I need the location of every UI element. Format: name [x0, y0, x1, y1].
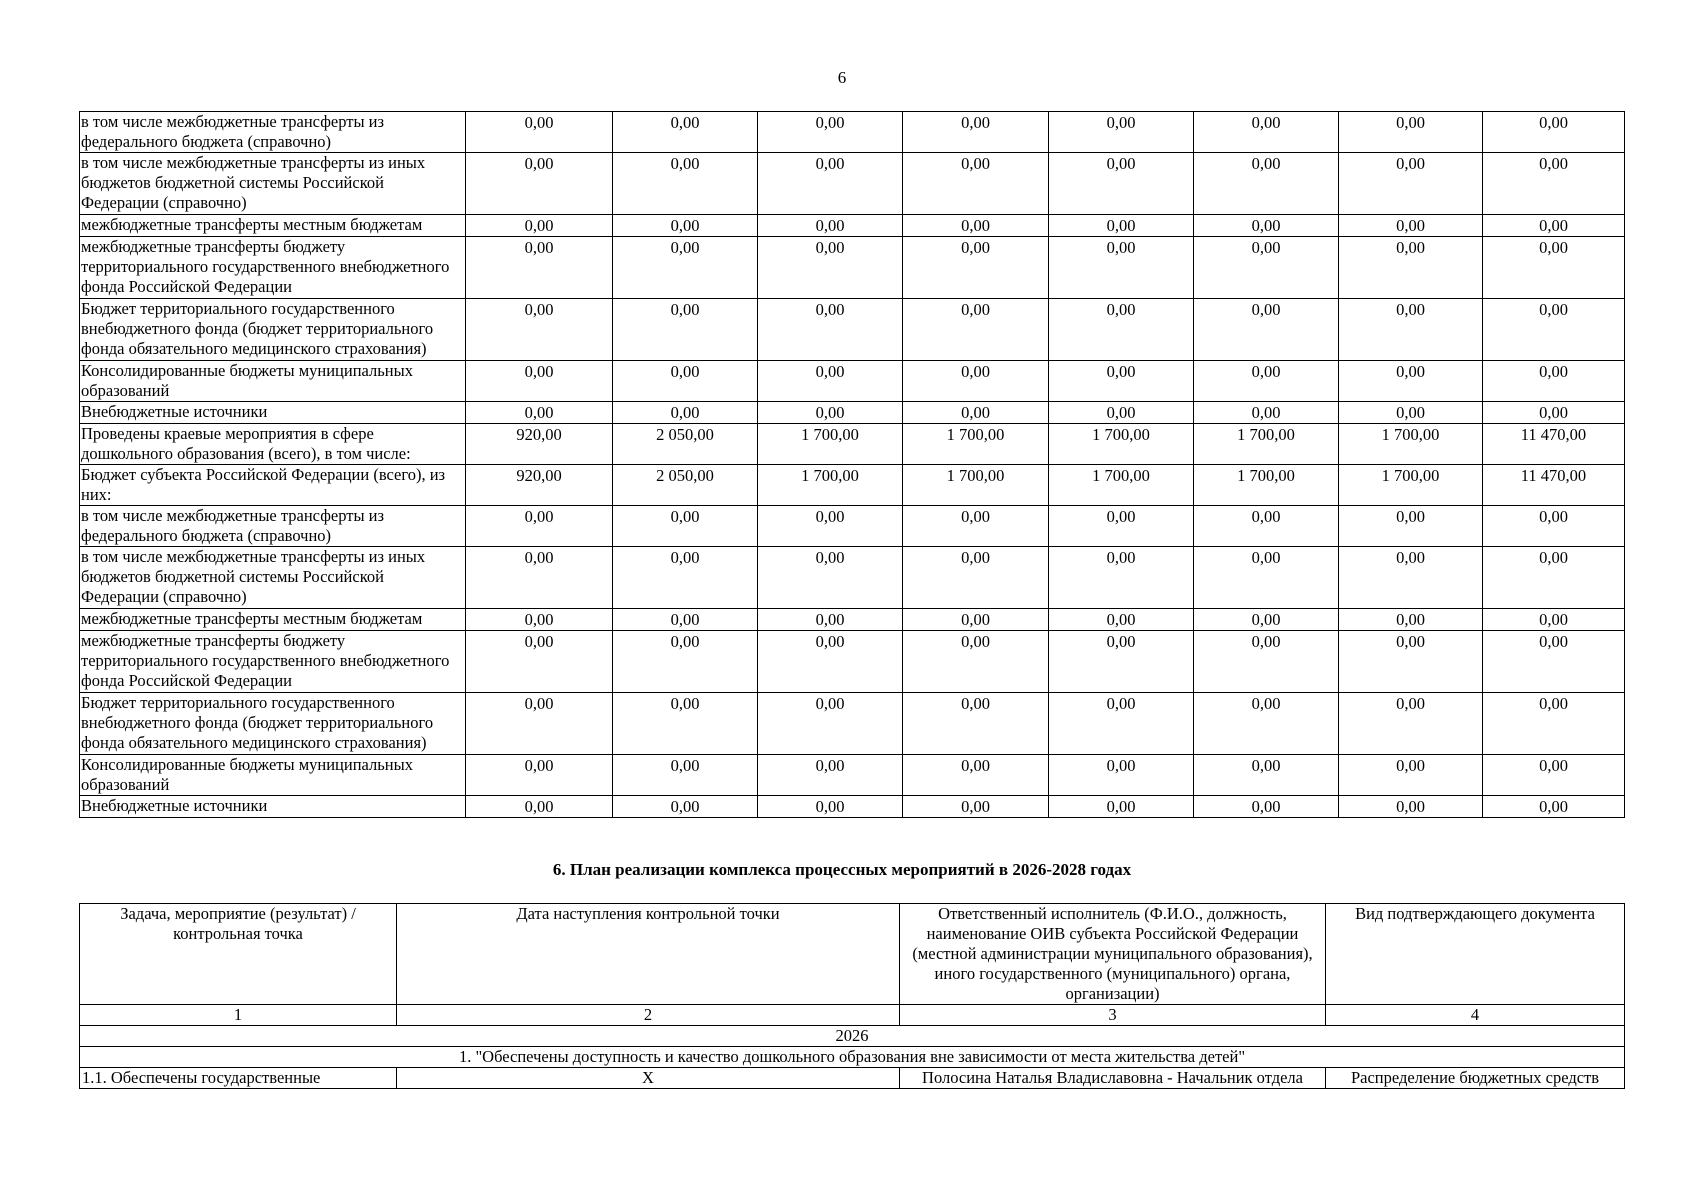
- finance-value-cell: 0,00: [1483, 215, 1625, 237]
- finance-value-cell: 0,00: [1339, 755, 1483, 796]
- finance-value-cell: 0,00: [466, 361, 613, 402]
- finance-row: [80, 237, 1625, 299]
- finance-value-cell: 0,00: [1049, 755, 1194, 796]
- finance-value-cell: 0,00: [1339, 299, 1483, 361]
- finance-row: [80, 215, 1625, 237]
- finance-value-cell: 0,00: [466, 506, 613, 547]
- finance-value-cell: 0,00: [1483, 361, 1625, 402]
- finance-value-cell: 0,00: [1339, 237, 1483, 299]
- finance-value-cell: 920,00: [466, 465, 613, 506]
- finance-value-cell: 0,00: [903, 547, 1049, 609]
- finance-value-cell: 0,00: [758, 112, 903, 153]
- plan-column-number: 1: [80, 1005, 397, 1026]
- finance-row: [80, 402, 1625, 424]
- finance-value-cell: 2 050,00: [613, 465, 758, 506]
- finance-value-cell: 0,00: [1339, 631, 1483, 693]
- finance-row: [80, 424, 1625, 465]
- plan-date: Х: [397, 1068, 900, 1089]
- finance-value-cell: 0,00: [1483, 796, 1625, 818]
- finance-value-cell: 0,00: [758, 796, 903, 818]
- finance-value-cell: 0,00: [1339, 153, 1483, 215]
- finance-value-cell: 0,00: [466, 755, 613, 796]
- finance-value-cell: 1 700,00: [903, 465, 1049, 506]
- finance-value-cell: 0,00: [903, 755, 1049, 796]
- finance-value-cell: 0,00: [466, 693, 613, 755]
- finance-row: [80, 693, 1625, 755]
- finance-value-cell: 0,00: [466, 402, 613, 424]
- finance-row: [80, 299, 1625, 361]
- finance-value-cell: 0,00: [466, 796, 613, 818]
- finance-row-label: Бюджет территориального государственного внебюджетного фонда (бюджет территориального фонда обязательного медицинского страхования): [80, 299, 466, 361]
- finance-value-cell: 1 700,00: [1194, 424, 1339, 465]
- finance-value-cell: 0,00: [1483, 547, 1625, 609]
- finance-value-cell: 0,00: [613, 402, 758, 424]
- finance-value-cell: 0,00: [1194, 153, 1339, 215]
- finance-value-cell: 1 700,00: [1049, 424, 1194, 465]
- finance-value-cell: 0,00: [903, 361, 1049, 402]
- finance-value-cell: 0,00: [466, 631, 613, 693]
- finance-row-label: межбюджетные трансферты бюджету территориального государственного внебюджетного фонда Российской Федерации: [80, 237, 466, 299]
- finance-value-cell: 0,00: [466, 609, 613, 631]
- finance-value-cell: 0,00: [1339, 547, 1483, 609]
- finance-value-cell: 0,00: [1483, 755, 1625, 796]
- plan-first-row: [80, 1068, 1625, 1089]
- finance-value-cell: 0,00: [1049, 215, 1194, 237]
- finance-value-cell: 0,00: [466, 112, 613, 153]
- finance-row: [80, 361, 1625, 402]
- finance-value-cell: 0,00: [466, 153, 613, 215]
- finance-value-cell: 0,00: [903, 215, 1049, 237]
- finance-value-cell: 0,00: [1194, 796, 1339, 818]
- finance-value-cell: 0,00: [758, 361, 903, 402]
- finance-value-cell: 0,00: [1339, 215, 1483, 237]
- plan-header-row: [80, 904, 1625, 1005]
- plan-task-row: [80, 1047, 1625, 1068]
- finance-value-cell: 0,00: [466, 299, 613, 361]
- plan-responsible: Полосина Наталья Владиславовна - Начальник отдела: [900, 1068, 1326, 1089]
- finance-value-cell: 0,00: [613, 547, 758, 609]
- finance-value-cell: 0,00: [1339, 402, 1483, 424]
- finance-value-cell: 0,00: [1194, 402, 1339, 424]
- finance-value-cell: 0,00: [1194, 631, 1339, 693]
- finance-value-cell: 0,00: [1194, 112, 1339, 153]
- finance-value-cell: 0,00: [1339, 796, 1483, 818]
- finance-value-cell: 0,00: [903, 153, 1049, 215]
- finance-row-label: межбюджетные трансферты бюджету территориального государственного внебюджетного фонда Российской Федерации: [80, 631, 466, 693]
- finance-value-cell: 0,00: [1049, 609, 1194, 631]
- finance-value-cell: 0,00: [903, 237, 1049, 299]
- finance-value-cell: 0,00: [1339, 506, 1483, 547]
- finance-value-cell: 0,00: [1049, 112, 1194, 153]
- finance-value-cell: 0,00: [1049, 402, 1194, 424]
- finance-value-cell: 0,00: [903, 631, 1049, 693]
- finance-row-label: Проведены краевые мероприятия в сфере дошкольного образования (всего), в том числе:: [80, 424, 466, 465]
- finance-row: [80, 755, 1625, 796]
- finance-value-cell: 0,00: [1194, 693, 1339, 755]
- finance-value-cell: 11 470,00: [1483, 424, 1625, 465]
- finance-value-cell: 1 700,00: [1049, 465, 1194, 506]
- finance-row-label: межбюджетные трансферты местным бюджетам: [80, 609, 466, 631]
- finance-value-cell: 0,00: [1049, 631, 1194, 693]
- finance-value-cell: 1 700,00: [1339, 465, 1483, 506]
- finance-value-cell: 1 700,00: [758, 465, 903, 506]
- plan-year-row: [80, 1026, 1625, 1047]
- plan-column-number: 4: [1326, 1005, 1625, 1026]
- plan-column-numbers-row: [80, 1005, 1625, 1026]
- plan-task: 1. "Обеспечены доступность и качество дошкольного образования вне зависимости от места жительства детей": [80, 1047, 1625, 1068]
- finance-value-cell: 0,00: [613, 609, 758, 631]
- finance-value-cell: 0,00: [1194, 755, 1339, 796]
- finance-value-cell: 0,00: [613, 631, 758, 693]
- finance-value-cell: 0,00: [1049, 299, 1194, 361]
- finance-value-cell: 0,00: [1049, 796, 1194, 818]
- finance-value-cell: 0,00: [903, 796, 1049, 818]
- finance-value-cell: 11 470,00: [1483, 465, 1625, 506]
- finance-value-cell: 0,00: [613, 755, 758, 796]
- finance-value-cell: 0,00: [1049, 153, 1194, 215]
- finance-value-cell: 0,00: [1194, 547, 1339, 609]
- finance-value-cell: 0,00: [1049, 237, 1194, 299]
- finance-value-cell: 0,00: [903, 506, 1049, 547]
- finance-value-cell: 0,00: [1483, 299, 1625, 361]
- finance-value-cell: 0,00: [1194, 237, 1339, 299]
- finance-value-cell: 0,00: [758, 402, 903, 424]
- finance-value-cell: 0,00: [758, 547, 903, 609]
- finance-value-cell: 0,00: [903, 112, 1049, 153]
- finance-value-cell: 1 700,00: [1339, 424, 1483, 465]
- finance-row: [80, 796, 1625, 818]
- finance-value-cell: 0,00: [1339, 609, 1483, 631]
- finance-row-label: Бюджет территориального государственного внебюджетного фонда (бюджет территориального фонда обязательного медицинского страхования): [80, 693, 466, 755]
- finance-row-label: Консолидированные бюджеты муниципальных образований: [80, 361, 466, 402]
- plan-header-document: Вид подтверждающего документа: [1326, 904, 1625, 1005]
- finance-value-cell: 0,00: [903, 402, 1049, 424]
- finance-value-cell: 0,00: [1049, 506, 1194, 547]
- finance-value-cell: 0,00: [903, 693, 1049, 755]
- plan-column-number: 3: [900, 1005, 1326, 1026]
- finance-value-cell: 0,00: [613, 693, 758, 755]
- finance-value-cell: 0,00: [613, 112, 758, 153]
- finance-value-cell: 0,00: [466, 215, 613, 237]
- finance-row-label: Внебюджетные источники: [80, 796, 466, 818]
- finance-row-label: в том числе межбюджетные трансферты из иных бюджетов бюджетной системы Российской Федерации (справочно): [80, 547, 466, 609]
- finance-value-cell: 1 700,00: [1194, 465, 1339, 506]
- finance-value-cell: 0,00: [613, 361, 758, 402]
- finance-row-label: в том числе межбюджетные трансферты из федерального бюджета (справочно): [80, 506, 466, 547]
- finance-row: [80, 609, 1625, 631]
- finance-value-cell: 0,00: [613, 215, 758, 237]
- finance-value-cell: 0,00: [758, 237, 903, 299]
- finance-value-cell: 0,00: [613, 153, 758, 215]
- finance-value-cell: 0,00: [613, 506, 758, 547]
- finance-value-cell: 0,00: [1194, 506, 1339, 547]
- finance-value-cell: 0,00: [758, 299, 903, 361]
- finance-value-cell: 0,00: [1194, 299, 1339, 361]
- finance-row-label: Бюджет субъекта Российской Федерации (всего), из них:: [80, 465, 466, 506]
- finance-value-cell: 2 050,00: [613, 424, 758, 465]
- finance-value-cell: 0,00: [1049, 361, 1194, 402]
- finance-row: [80, 153, 1625, 215]
- page-number: 6: [837, 68, 847, 87]
- finance-value-cell: 0,00: [758, 153, 903, 215]
- finance-value-cell: 0,00: [1049, 693, 1194, 755]
- finance-value-cell: 0,00: [758, 609, 903, 631]
- finance-value-cell: 0,00: [613, 796, 758, 818]
- plan-table: [79, 903, 1625, 1089]
- finance-value-cell: 0,00: [1483, 153, 1625, 215]
- finance-value-cell: 0,00: [1483, 402, 1625, 424]
- finance-value-cell: 0,00: [758, 506, 903, 547]
- finance-value-cell: 0,00: [1483, 112, 1625, 153]
- plan-header-task: Задача, мероприятие (результат) / контрольная точка: [80, 904, 397, 1005]
- finance-table: [79, 111, 1625, 818]
- finance-value-cell: 0,00: [466, 237, 613, 299]
- finance-value-cell: 1 700,00: [903, 424, 1049, 465]
- finance-value-cell: 0,00: [1194, 609, 1339, 631]
- finance-value-cell: 0,00: [758, 631, 903, 693]
- finance-value-cell: 0,00: [1194, 215, 1339, 237]
- finance-row: [80, 631, 1625, 693]
- finance-value-cell: 1 700,00: [758, 424, 903, 465]
- finance-row-label: межбюджетные трансферты местным бюджетам: [80, 215, 466, 237]
- plan-column-number: 2: [397, 1005, 900, 1026]
- finance-value-cell: 920,00: [466, 424, 613, 465]
- section-title: 6. План реализации комплекса процессных мероприятий в 2026-2028 годах: [552, 860, 1132, 879]
- finance-row: [80, 465, 1625, 506]
- plan-year: 2026: [80, 1026, 1625, 1047]
- finance-value-cell: 0,00: [1483, 631, 1625, 693]
- finance-value-cell: 0,00: [758, 215, 903, 237]
- finance-value-cell: 0,00: [758, 693, 903, 755]
- finance-value-cell: 0,00: [1483, 237, 1625, 299]
- finance-value-cell: 0,00: [1483, 693, 1625, 755]
- finance-row-label: Консолидированные бюджеты муниципальных образований: [80, 755, 466, 796]
- finance-value-cell: 0,00: [1339, 112, 1483, 153]
- finance-value-cell: 0,00: [1483, 609, 1625, 631]
- finance-value-cell: 0,00: [903, 299, 1049, 361]
- finance-value-cell: 0,00: [1049, 547, 1194, 609]
- plan-header-responsible: Ответственный исполнитель (Ф.И.О., должность, наименование ОИВ субъекта Российской Федерации (местной администрации муниципального образования), иного государственного (муниципального) органа, организации): [900, 904, 1326, 1005]
- finance-row: [80, 112, 1625, 153]
- finance-row-label: в том числе межбюджетные трансферты из иных бюджетов бюджетной системы Российской Федерации (справочно): [80, 153, 466, 215]
- finance-value-cell: 0,00: [613, 237, 758, 299]
- finance-row: [80, 506, 1625, 547]
- finance-row-label: в том числе межбюджетные трансферты из федерального бюджета (справочно): [80, 112, 466, 153]
- finance-value-cell: 0,00: [758, 755, 903, 796]
- finance-value-cell: 0,00: [613, 299, 758, 361]
- finance-value-cell: 0,00: [1339, 361, 1483, 402]
- plan-header-date: Дата наступления контрольной точки: [397, 904, 900, 1005]
- finance-value-cell: 0,00: [903, 609, 1049, 631]
- finance-value-cell: 0,00: [1339, 693, 1483, 755]
- finance-value-cell: 0,00: [466, 547, 613, 609]
- finance-value-cell: 0,00: [1483, 506, 1625, 547]
- finance-row: [80, 547, 1625, 609]
- finance-value-cell: 0,00: [1194, 361, 1339, 402]
- finance-row-label: Внебюджетные источники: [80, 402, 466, 424]
- plan-event: 1.1. Обеспечены государственные: [80, 1068, 397, 1089]
- plan-document: Распределение бюджетных средств: [1326, 1068, 1625, 1089]
